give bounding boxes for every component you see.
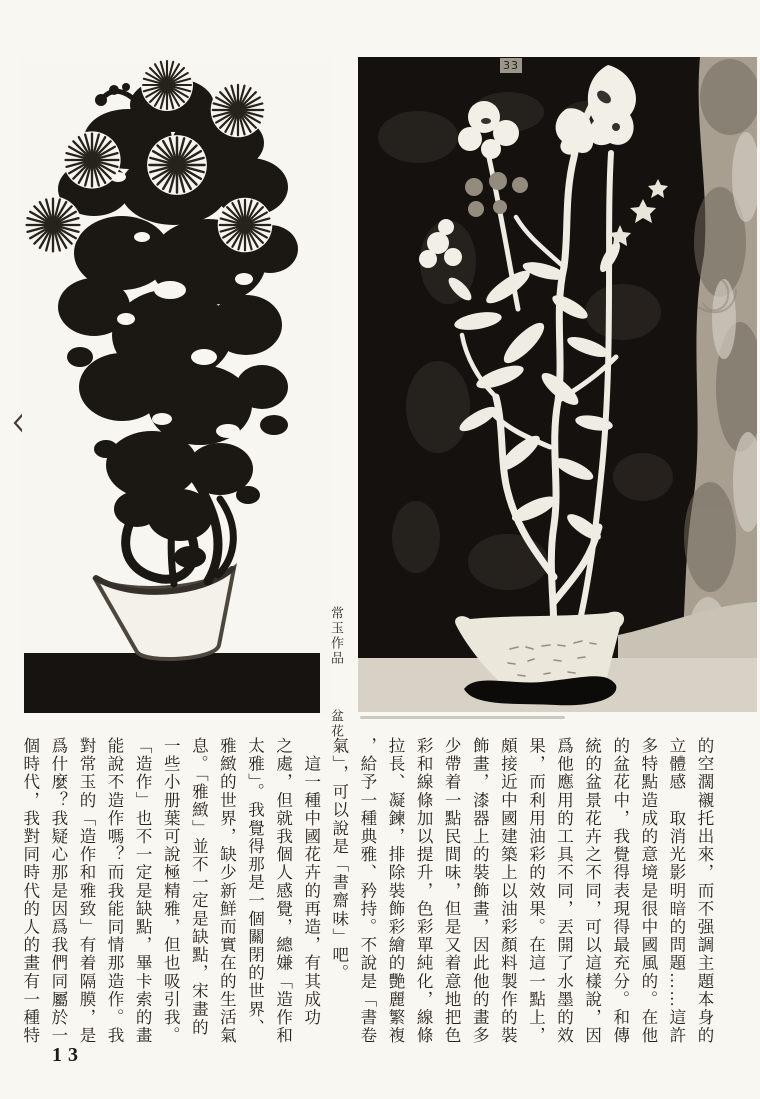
text-column: 頗接近中國建築上以油彩顏料製作的裝 [498,737,518,1045]
scan-smudge [360,716,565,719]
text-column: 飾畫，漆器上的裝飾畫，因此他的畫多 [470,737,490,1045]
text-column: 氣」，可以說是「書齋味」吧。 [329,737,349,983]
text-column: 這一種中國花卉的再造，有其成功 [301,737,321,1027]
article-text [14,737,718,1051]
text-column: 個時代，我對同時代的人的畫有一種特 [20,737,40,1045]
text-column: 統的盆景花卉之不同，可以這樣說，因 [582,737,602,1045]
text-column: 能說不造作嗎？而我能同情那造作。我 [105,737,125,1045]
text-column: 多特點造成的意境是很中國風的。在他 [638,737,658,1045]
text-column: 之處，但就我個人感覺，總嫌「造作和 [273,737,293,1045]
page-number: 13 [52,1044,84,1066]
caption-artist: 常玉作品 [329,606,344,666]
text-column: 息。「雅緻」並不一定是缺點，宋畫的 [189,737,209,1037]
right-artwork-image [358,57,757,712]
text-column: 一些小册葉可說極精雅，但也吸引我。 [161,737,181,1045]
photo-graphic [358,57,757,712]
text-column: 少帶着一點民間味，但是又着意地把色 [442,737,462,1045]
text-column: 對常玉的「造作和雅致」有着隔膜，是 [76,737,96,1045]
text-column: 的空濶襯托出來，而不强調主題本身的 [695,737,714,1045]
ink-painting-graphic [22,57,330,715]
plate-number-label: 33 [500,58,522,73]
text-column: 爲他應用的工具不同，丟開了水墨的效 [554,737,574,1045]
text-column: 太雅」。我覺得那是一個關閉的世界、 [245,737,265,1037]
text-column: 果，而利用油彩的效果。在這一點上， [526,737,546,1045]
text-column: 「造作」也不一定是缺點，畢卡索的畫 [133,737,153,1045]
text-column: 拉長、凝鍊，排除裝飾彩繪的艷麗繁複 [385,737,405,1045]
text-column: 彩和線條加以提升，色彩單純化，線條 [414,737,434,1045]
text-column: ，給予一種典雅、矜持。不說是「書卷 [357,737,377,1045]
text-column: 爲什麼？我疑心那是因爲我們同屬於一 [48,737,68,1045]
text-column: 雅緻的世界，缺少新鮮而實在的生活氣 [217,737,237,1045]
text-column: 的盆花中，我覺得表現得最充分。和傳 [610,737,630,1045]
text-column: 立體感 取消光影明暗的問題……這許 [666,737,686,1045]
left-artwork-image [22,57,330,715]
caption-title: 盆花 [329,709,344,739]
